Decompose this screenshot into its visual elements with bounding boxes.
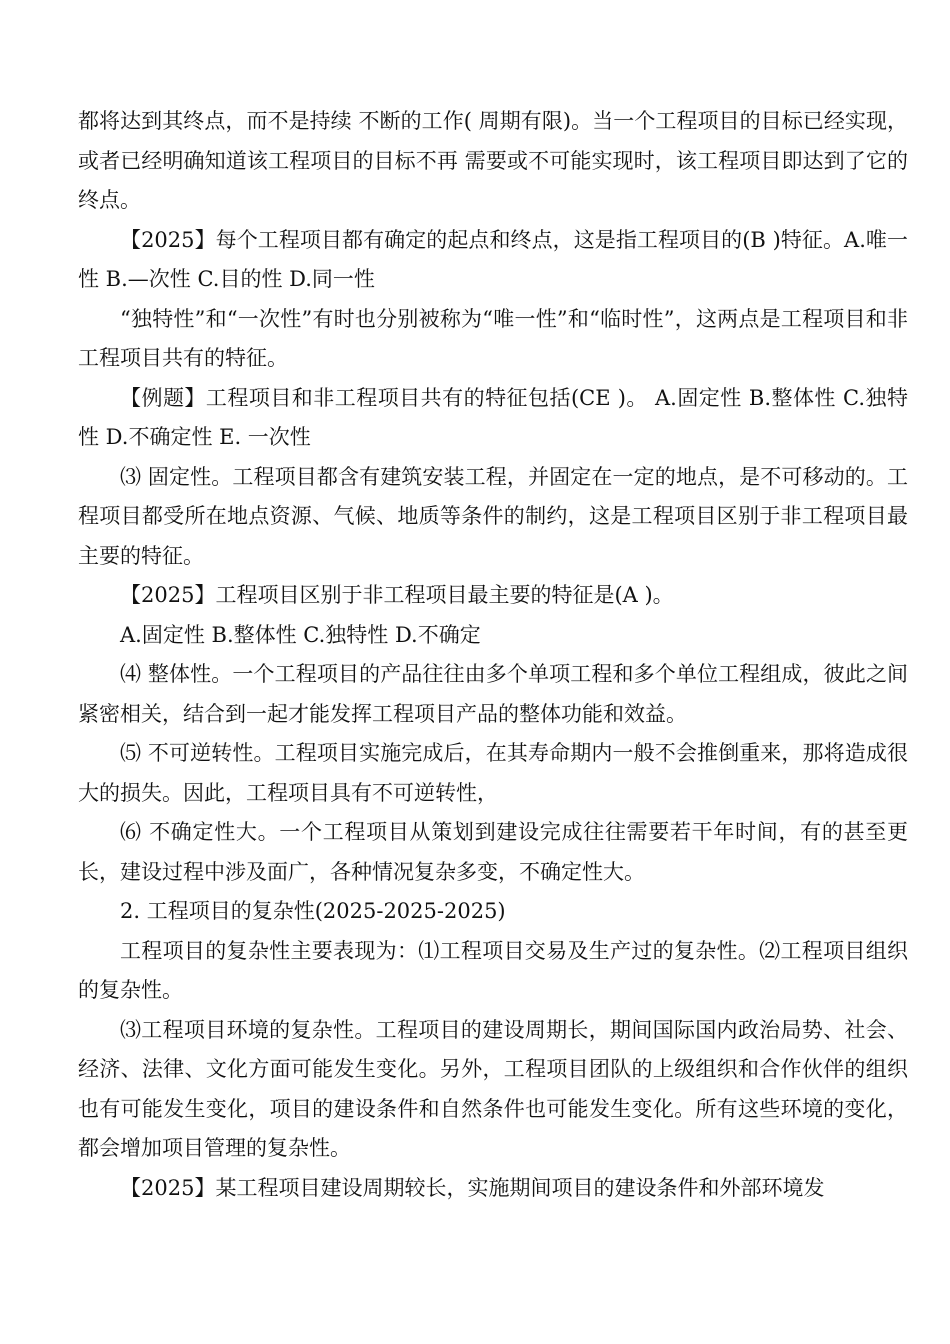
paragraph-3: “独特性”和“一次性”有时也分别被称为“唯一性”和“临时性”，这两点是工程项目和非工程项目共有的特征。 — [78, 306, 908, 370]
paragraph-6: 【2025】工程项目区别于非工程项目最主要的特征是(A )。 — [120, 583, 674, 607]
paragraph-13: ⑶工程项目环境的复杂性。工程项目的建设周期长，期间国际国内政治局势、社会、经济、法律、文化方面可能发生变化。另外，工程项目团队的上级组织和合作伙伴的组织也有可能发生变化，项目的建设条件和自然条件也可能发生变化。所有这些环境的变化，都会增加项目管理的复杂性。 — [78, 1017, 908, 1160]
paragraph-10: ⑹ 不确定性大。一个工程项目从策划到建设完成往往需要若干年时间，有的甚至更长，建设过程中涉及面广，各种情况复杂多变，不确定性大。 — [78, 820, 908, 884]
paragraph-4: 【例题】工程项目和非工程项目共有的特征包括(CE )。 A.固定性 B.整体性 C.独特性 D.不确定性 E. 一次性 — [78, 385, 908, 449]
paragraph-14: 【2025】某工程项目建设周期较长，实施期间项目的建设条件和外部环境发 — [120, 1175, 825, 1200]
paragraph-11: 2. 工程项目的复杂性(2025-2025-2025) — [120, 899, 506, 923]
paragraph-8: ⑷ 整体性。一个工程项目的产品往往由多个单项工程和多个单位工程组成，彼此之间紧密相关，结合到一起才能发挥工程项目产品的整体功能和效益。 — [78, 662, 908, 726]
paragraph-12: 工程项目的复杂性主要表现为：⑴工程项目交易及生产过的复杂性。⑵工程项目组织的复杂性。 — [78, 938, 908, 1002]
paragraph-1: 都将达到其终点，而不是持续 不断的工作( 周期有限)。当一个工程项目的目标已经实现，或者已经明确知道该工程项目的目标不再 需要或不可能实现时，该工程项目即达到了它的终点。 — [78, 109, 908, 212]
paragraph-2: 【2025】每个工程项目都有确定的起点和终点，这是指工程项目的(B )特征。A.唯一性 B.—次性 C.目的性 D.同一性 — [78, 227, 908, 291]
document-body — [78, 102, 908, 1208]
paragraph-5: ⑶ 固定性。工程项目都含有建筑安装工程，并固定在一定的地点，是不可移动的。工程项目都受所在地点资源、气候、地质等条件的制约，这是工程项目区别于非工程项目最主要的特征。 — [78, 464, 908, 568]
paragraph-9: ⑸ 不可逆转性。工程项目实施完成后，在其寿命期内一般不会推倒重来，那将造成很大的损失。因此，工程项目具有不可逆转性， — [78, 741, 908, 805]
paragraph-7: A.固定性 B.整体性 C.独特性 D.不确定 — [120, 622, 481, 647]
